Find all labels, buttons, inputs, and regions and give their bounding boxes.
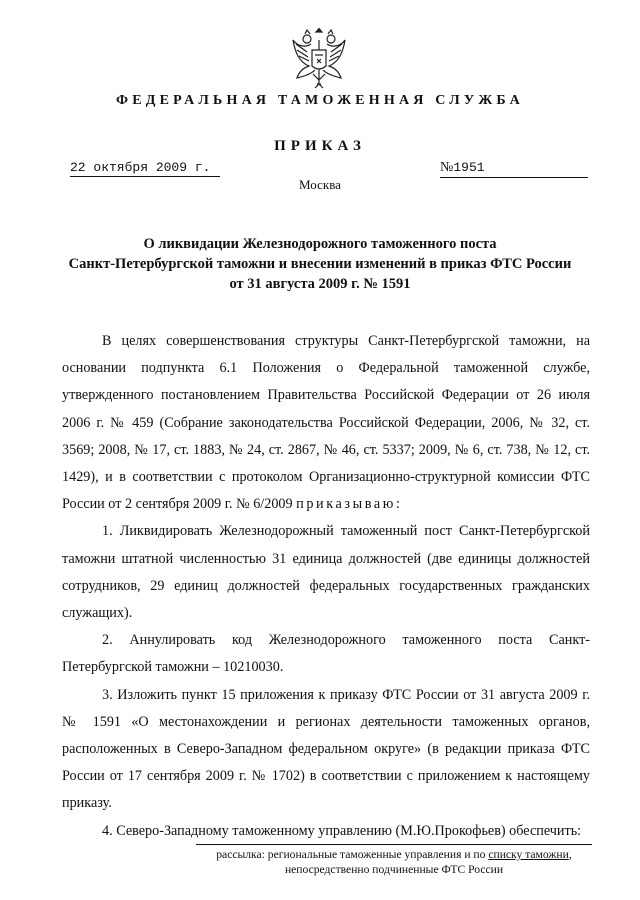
item-3: 3. Изложить пункт 15 приложения к приказу ФТС России от 31 августа 2009 г. № 1591 «О местонахождении и регионах деятельности таможенных органов, расположенных в Северо-Западном федеральном округе» (в редакции приказа ФТС России от 17 сентября 2009 г. № 1702) в соответствии с приложением к настоящему приказу.	[62, 686, 590, 812]
organization-name: ФЕДЕРАЛЬНАЯ ТАМОЖЕННАЯ СЛУЖБА	[116, 93, 524, 108]
item-1: 1. Ликвидировать Железнодорожный таможенный пост Санкт-Петербургской таможни штатной численностью 31 единица должностей (две единицы должностей сотрудников, 29 единиц должностей федеральных государственных гражданских служащих).	[62, 523, 590, 622]
preamble-text: В целях совершенствования структуры Санкт-Петербургской таможни, на основании подпункта 6.1 Положения о Федеральной таможенной службе, утвержденного постановлением Правительства Российской Федерации от 26 июля 2006 г. № 459 (Собрание законодательства Российской Федерации, 2006, № 32, ст. 3569; 2008, № 17, ст. 1883, № 24, ст. 2867, № 46, ст. 5337; 2009, № 6, ст. 738, № 12, ст. 1429), и в соответствии с протоколом Организационно-структурной комиссии ФТС России от 2 сентября 2009 г. № 6/2009	[62, 333, 590, 513]
title-line-2: Санкт-Петербургской таможни и внесении изменений в приказ ФТС России	[68, 256, 572, 272]
number-prefix: №	[440, 160, 454, 175]
document-body	[62, 328, 590, 845]
footer-divider	[196, 844, 592, 845]
title-line-3: от 31 августа 2009 г. № 1591	[229, 276, 411, 292]
document-type: ПРИКАЗ	[274, 138, 366, 154]
distribution-note	[196, 847, 592, 877]
order-word: приказываю:	[296, 496, 403, 513]
distribution-prefix: рассылка: региональные таможенные управления и по	[216, 848, 489, 861]
preamble-paragraph	[62, 328, 590, 518]
document-title	[50, 234, 590, 294]
document-city: Москва	[299, 177, 341, 192]
title-line-1: О ликвидации Железнодорожного таможенного поста	[143, 236, 497, 252]
number-value: 1951	[453, 160, 485, 175]
document-number	[440, 160, 588, 178]
item-4: 4. Северо-Западному таможенному управлению (М.Ю.Прокофьев) обеспечить:	[102, 822, 582, 839]
item-2: 2. Аннулировать код Железнодорожного таможенного поста Санкт-Петербургской таможни – 10210030.	[62, 632, 590, 676]
distribution-line-2: непосредственно подчиненные ФТС России	[284, 863, 504, 876]
document-date: 22 октября 2009 г.	[70, 160, 220, 177]
distribution-suffix: ,	[568, 848, 572, 861]
double-headed-eagle-icon	[291, 28, 347, 90]
distribution-link[interactable]: списку таможни	[488, 848, 569, 861]
distribution-line-1	[196, 847, 592, 862]
